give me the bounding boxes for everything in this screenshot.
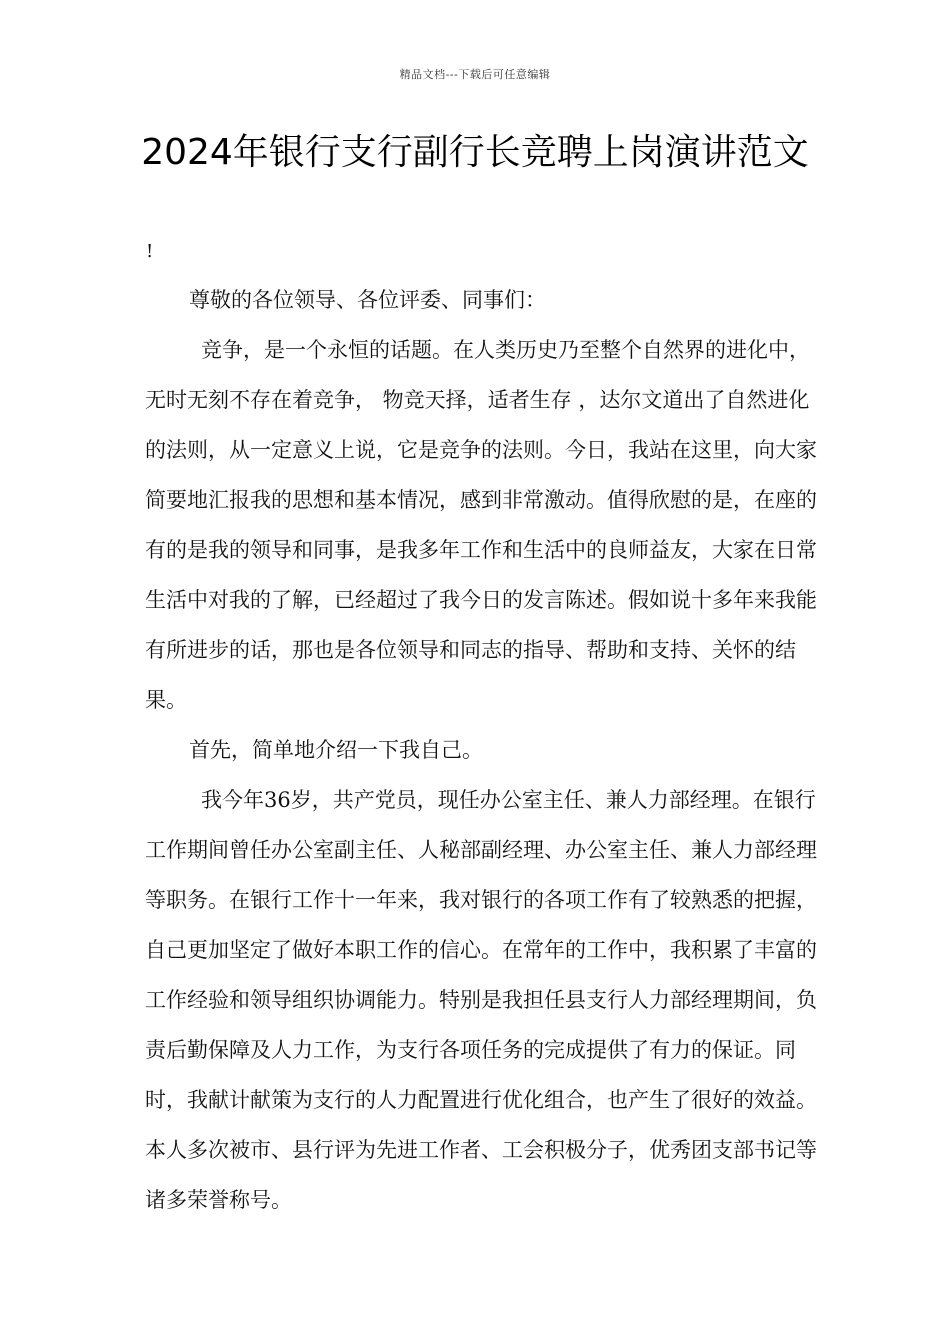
greeting-paragraph: 尊敬的各位领导、各位评委、同事们： (189, 288, 546, 312)
header-note: 精品文档---下载后可任意编辑 (399, 68, 551, 81)
document-title: 2024年银行支行副行长竞聘上岗演讲范文 (141, 132, 809, 173)
paragraph-2: 首先，简单地介绍一下我自己。 (189, 738, 483, 762)
document-body (145, 275, 825, 1225)
exclamation-mark: ! (146, 241, 154, 262)
paragraph-1: 竞争，是一个永恒的话题。在人类历史乃至整个自然界的进化中，无时无刻不存在着竞争， 物竞天择，适者生存 ，达尔文道出了自然进化的法则，从一定意义上说，它是竞争的法则。今日，我站在这里，向大家简要地汇报我的思想和基本情况，感到非常激动。值得欣慰的是，在座的有的是我的领导和同事，是我多年工作和生活中的良师益友，大家在日常生活中对我的了解，已经超过了我今日的发言陈述。假如说十多年来我能有所进步的话，那也是各位领导和同志的指导、帮助和支持、关怀的结果。 (145, 338, 817, 712)
paragraph-3: 我今年36岁，共产党员，现任办公室主任、兼人力部经理。在银行工作期间曾任办公室副主任、人秘部副经理、办公室主任、兼人力部经理等职务。在银行工作十一年来，我对银行的各项工作有了较熟悉的把握，自己更加坚定了做好本职工作的信心。在常年的工作中，我积累了丰富的工作经验和领导组织协调能力。特别是我担任县支行人力部经理期间，负责后勤保障及人力工作，为支行各项任务的完成提供了有力的保证。同时，我献计献策为支行的人力配置进行优化组合，也产生了很好的效益。本人多次被市、县行评为先进工作者、工会积极分子，优秀团支部书记等诸多荣誉称号。 (145, 788, 817, 1212)
